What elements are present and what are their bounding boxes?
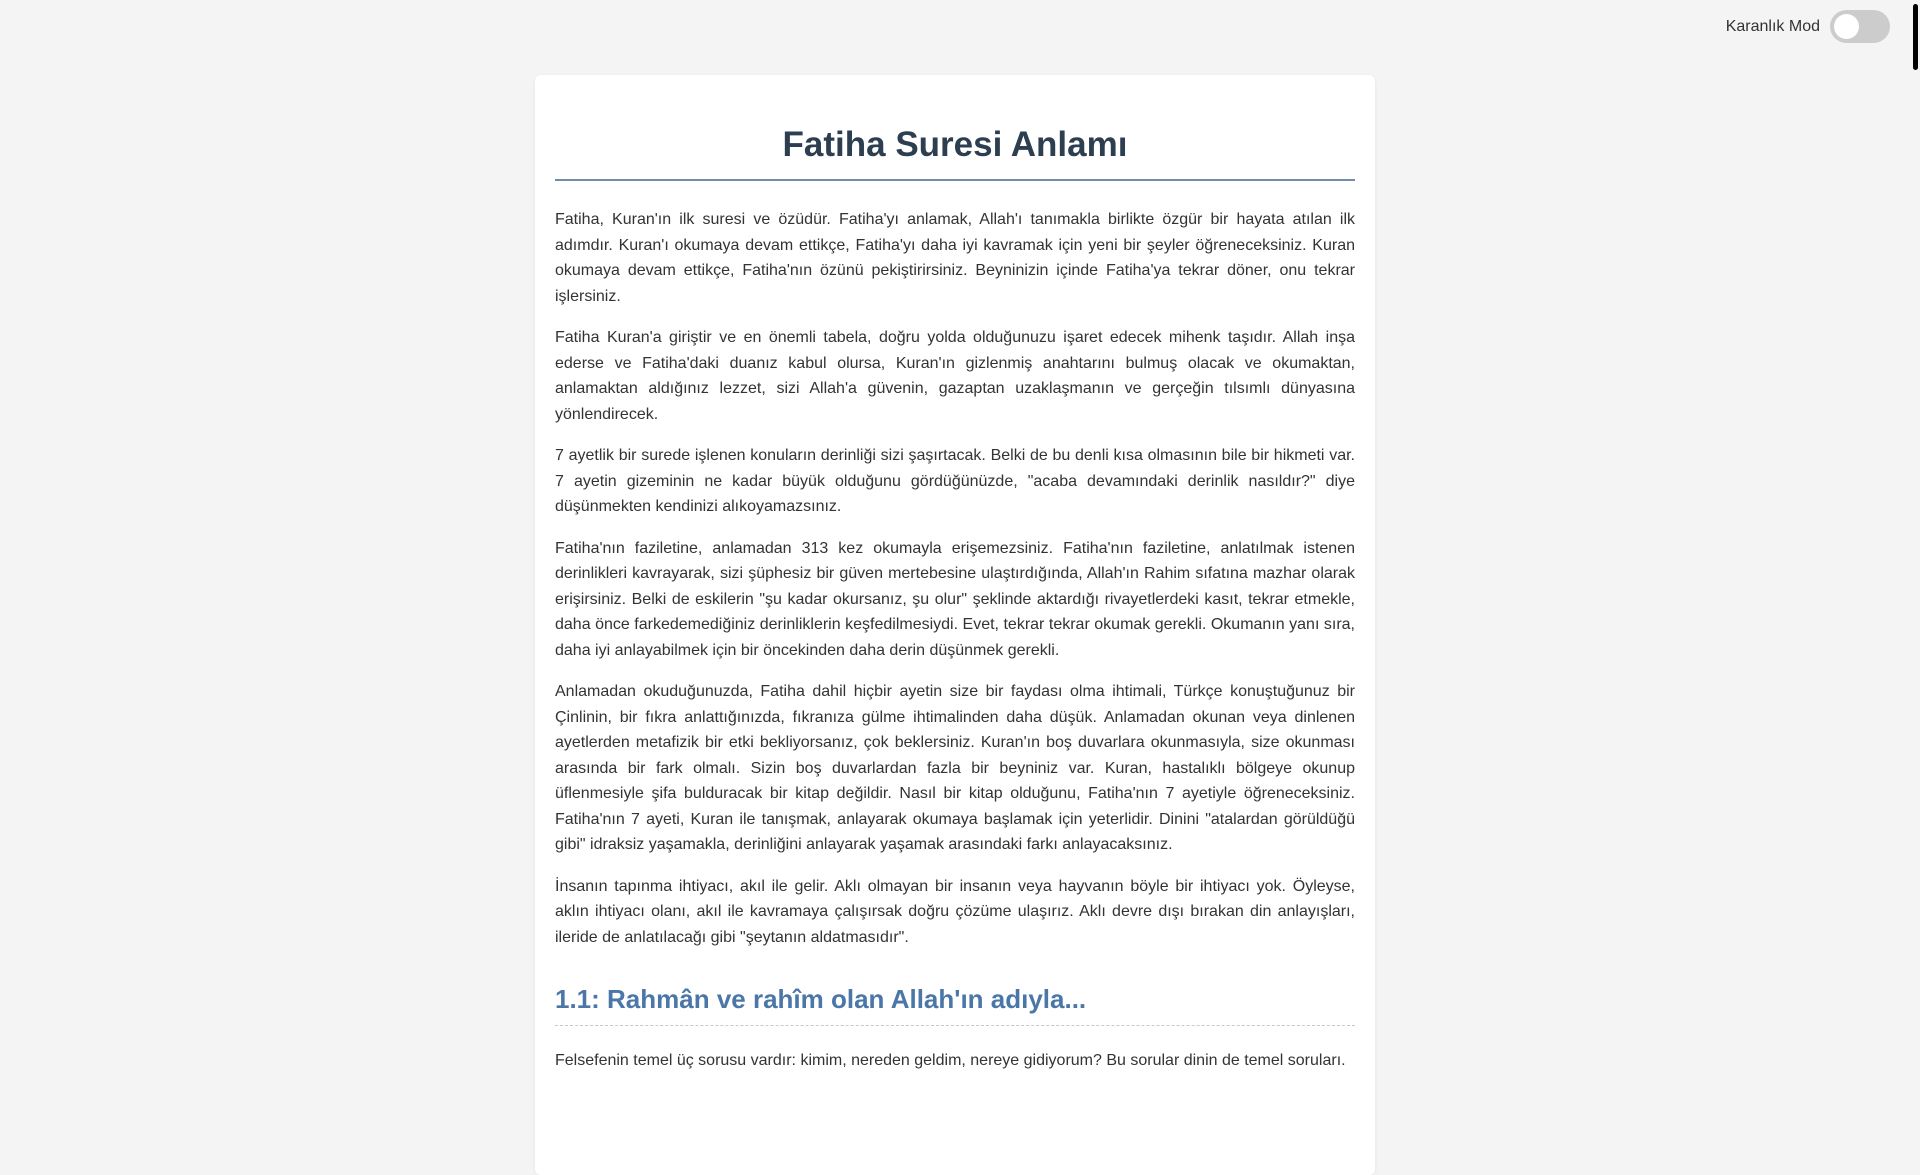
article-paragraph: Anlamadan okuduğunuzda, Fatiha dahil hiçbir ayetin size bir faydası olma ihtimali, Türkçe konuştuğunuz bir Çinlinin, bir fıkra anlattığınızda, fıkranıza gülme ihtimalinden daha düşük. Anlamadan okunan veya dinlenen ayetlerden metafizik bir etki bekliyorsanız, çok beklersiniz. Kuran'ın boş duvarlara okunmasıyla, size okunması arasında bir fark olmalı. Sizin boş duvarlardan fazla bir beyniniz var. Kuran, hastalıklı bölgeye okunup üflenmesiyle şifa bulduracak bir kitap değildir. Nasıl bir kitap olduğunu, Fatiha'nın 7 ayetiyle öğreneceksiniz. Fatiha'nın 7 ayeti, Kuran ile tanışmak, anlayarak okumaya başlamak için yeterlidir. Dinini "atalardan görüldüğü gibi" idraksiz yaşamakla, derinliğini anlayarak yaşamak arasındaki farkı anlayacaksınız.	[555, 683, 1355, 853]
section-body	[555, 1048, 1355, 1074]
article-body	[555, 207, 1355, 950]
dark-mode-label: Karanlık Mod	[1725, 17, 1820, 35]
page-title: Fatiha Suresi Anlamı	[555, 125, 1355, 181]
article-paragraph: Fatiha'nın faziletine, anlamadan 313 kez okumayla erişemezsiniz. Fatiha'nın faziletine, anlatılmak istenen derinlikleri kavrayarak, sizi şüphesiz bir güven mertebesine ulaştırdığında, Allah'ın Rahim sıfatına mazhar olarak erişirsiniz. Belki de eskilerin "şu kadar okursanız, şu olur" şeklinde aktardığı rivayetlerdeki kasıt, tekrar etmekle, daha önce farkedemediğiniz derinliklerin keşfedilmesiydi. Evet, tekrar tekrar okumak gerekli. Okumanın yanı sıra, daha iyi anlayabilmek için bir öncekinden daha derin düşünmek gerekli.	[555, 539, 1355, 659]
scrollbar[interactable]	[1911, 0, 1920, 1080]
article-paragraph: Fatiha Kuran'a giriştir ve en önemli tabela, doğru yolda olduğunuzu işaret edecek mihenk taşıdır. Allah inşa ederse ve Fatiha'daki duanız kabul olursa, Kuran'ın gizlenmiş anahtarını bulmuş olacak ve okumaktan, anlamaktan aldığınız lezzet, sizi Allah'a güvenin, gazaptan uzaklaşmanın ve gerçeğin tılsımlı dünyasına yönlendirecek.	[555, 329, 1355, 423]
article-card	[535, 75, 1375, 1175]
article-paragraph: İnsanın tapınma ihtiyacı, akıl ile gelir. Aklı olmayan bir insanın veya hayvanın böyle bir ihtiyacı yok. Öyleyse, aklın ihtiyacı olanı, akıl ile kavramaya çalışırsak doğru çözüme ulaşırız. Aklı devre dışı bırakan din anlayışları, ileride de anlatılacağı gibi "şeytanın aldatmasıdır".	[555, 877, 1355, 946]
dark-mode-control	[1726, 10, 1890, 43]
scrollbar-thumb[interactable]	[1913, 4, 1918, 70]
dark-mode-toggle[interactable]	[1830, 10, 1890, 43]
article-paragraph: 7 ayetlik bir surede işlenen konuların derinliği sizi şaşırtacak. Belki de bu denli kısa olmasının bile bir hikmeti var. 7 ayetin gizeminin ne kadar büyük olduğunu gördüğünüzde, "acaba devamındaki derinlik nasıldır?" diye düşünmekten kendinizi alıkoyamazsınız.	[555, 447, 1355, 515]
section-paragraph: Felsefenin temel üç sorusu vardır: kimim, nereden geldim, nereye gidiyorum? Bu sorular dinin de temel soruları.	[555, 1052, 1346, 1069]
article-paragraph: Fatiha, Kuran'ın ilk suresi ve özüdür. Fatiha'yı anlamak, Allah'ı tanımakla birlikte özgür bir hayata atılan ilk adımdır. Kuran'ı okumaya devam ettikçe, Fatiha'yı daha iyi kavramak için yeni bir şeyler öğreneceksiniz. Kuran okumaya devam ettikçe, Fatiha'nın özünü pekiştirirsiniz. Beyninizin içinde Fatiha'ya tekrar döner, onu tekrar işlersiniz.	[555, 211, 1355, 305]
toggle-knob	[1834, 14, 1859, 39]
section-heading: 1.1: Rahmân ve rahîm olan Allah'ın adıyla...	[555, 984, 1355, 1026]
